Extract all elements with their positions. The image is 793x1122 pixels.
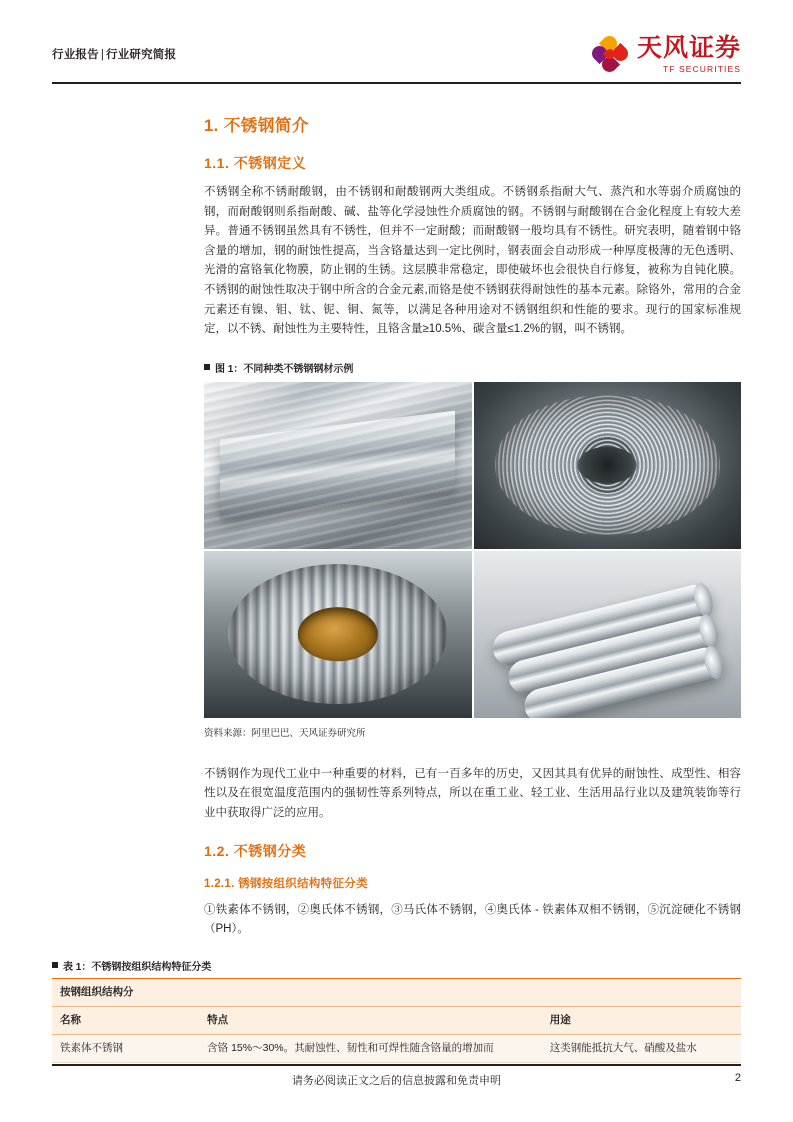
figure-1-source: 资料来源：阿里巴巴、天风证券研究所 xyxy=(204,727,366,739)
page-content xyxy=(52,98,741,1063)
tf-securities-flower-icon xyxy=(592,36,630,74)
bullet-square-icon xyxy=(52,962,58,968)
header-divider-rule xyxy=(52,82,741,84)
page-footer xyxy=(52,1072,741,1092)
table-1-block xyxy=(52,958,741,1063)
header-breadcrumb xyxy=(52,46,176,62)
table-group-label: 按钢组织结构分 xyxy=(52,978,741,1006)
table-cell-feature: 含铬 15%～30%。其耐蚀性、韧性和可焊性随含铬量的增加而 xyxy=(199,1034,542,1062)
header-label-report-sub: 行业研究简报 xyxy=(106,49,177,61)
table-row xyxy=(52,1034,741,1062)
section-heading-1-2: 1.2. 不锈钢分类 xyxy=(204,842,307,859)
company-logo xyxy=(592,36,741,74)
paragraph-stainless-definition: 不锈钢全称不锈耐酸钢，由不锈钢和耐酸钢两大类组成。不锈钢系指耐大气、蒸汽和水等弱介质腐蚀的钢，而耐酸钢则系指耐酸、碱、盐等化学浸蚀性介质腐蚀的钢。不锈钢与耐酸钢在合金化程度上有较大差异。普通不锈钢虽然具有不锈性，但并不一定耐酸；而耐酸钢一般均具有不锈性。研究表明，随着钢中铬含量的增加，钢的耐蚀性提高，当含铬量达到一定比例时，钢表面会自动形成一种厚度极薄的无色透明、光滑的富铬氧化物膜，防止钢的生锈。这层膜非常稳定，即使破坏也会很快自行修复，被称为自钝化膜。不锈钢的耐蚀性取决于钢中所含的合金元素,而铬是使不锈钢获得耐蚀性的基本元素。除铬外，常用的合金元素还有镍、钼、钛、铌、铜、氮等，以满足各种用途对不锈钢组织和性能的要求。现行的国家标准规定，以不锈、耐蚀性为主要特性，且铬含量≥10.5%、碳含量≤1.2%的钢，叫不锈钢。 xyxy=(204,186,741,336)
logo-chinese-name: 天风证券 xyxy=(636,34,741,63)
header-label-report-type: 行业报告 xyxy=(52,49,99,61)
page-number: 2 xyxy=(734,1072,741,1084)
figure-1-block xyxy=(204,360,741,739)
table-header-name: 名称 xyxy=(52,1006,199,1034)
footer-divider-rule xyxy=(52,1064,741,1066)
footer-disclaimer: 请务必阅读正文之后的信息披露和免责申明 xyxy=(292,1075,501,1087)
logo-text xyxy=(637,36,741,74)
page-header xyxy=(52,36,741,82)
stainless-strip-coil-photo xyxy=(204,551,472,718)
section-heading-1-1: 1.1. 不锈钢定义 xyxy=(204,155,307,171)
header-divider: | xyxy=(100,49,104,61)
figure-1-photo-grid xyxy=(204,382,741,718)
figure-1-caption xyxy=(204,360,741,375)
section-heading-1: 1. 不锈钢简介 xyxy=(204,117,309,135)
table-header-feature: 特点 xyxy=(199,1006,542,1034)
stainless-sheet-photo xyxy=(204,382,472,549)
table-header-row xyxy=(52,1006,741,1034)
paragraph-stainless-application: 不锈钢作为现代工业中一种重要的材料，已有一百多年的历史，又因其具有优异的耐蚀性、成型性、相容性以及在很宽温度范围内的强韧性等系列特点，所以在重工业、轻工业、生活用品行业以及建筑装饰等行业中获取得广泛的应用。 xyxy=(204,767,741,819)
table-1 xyxy=(52,978,741,1063)
table-1-caption xyxy=(52,958,741,973)
figure-1-caption-text: 图 1：不同种类不锈钢钢材示例 xyxy=(215,363,354,375)
paragraph-classification-list: ①铁素体不锈钢，②奥氏体不锈钢，③马氏体不锈钢，④奥氏体 - 铁素体双相不锈钢，⑤沉淀硬化不锈钢（PH）。 xyxy=(204,903,741,936)
bullet-square-icon xyxy=(204,364,210,370)
table-cell-use: 这类钢能抵抗大气、硝酸及盐水 xyxy=(542,1034,741,1062)
table-group-row xyxy=(52,978,741,1006)
stainless-wire-coil-photo xyxy=(474,382,742,549)
table-header-use: 用途 xyxy=(542,1006,741,1034)
logo-english-name: TF SECURITIES xyxy=(662,64,741,75)
stainless-tube-photo xyxy=(474,551,742,718)
table-1-caption-text: 表 1：不锈钢按组织结构特征分类 xyxy=(63,961,212,973)
section-heading-1-2-1: 1.2.1. 锈钢按组织结构特征分类 xyxy=(204,877,368,890)
table-cell-name: 铁素体不锈钢 xyxy=(52,1034,199,1062)
